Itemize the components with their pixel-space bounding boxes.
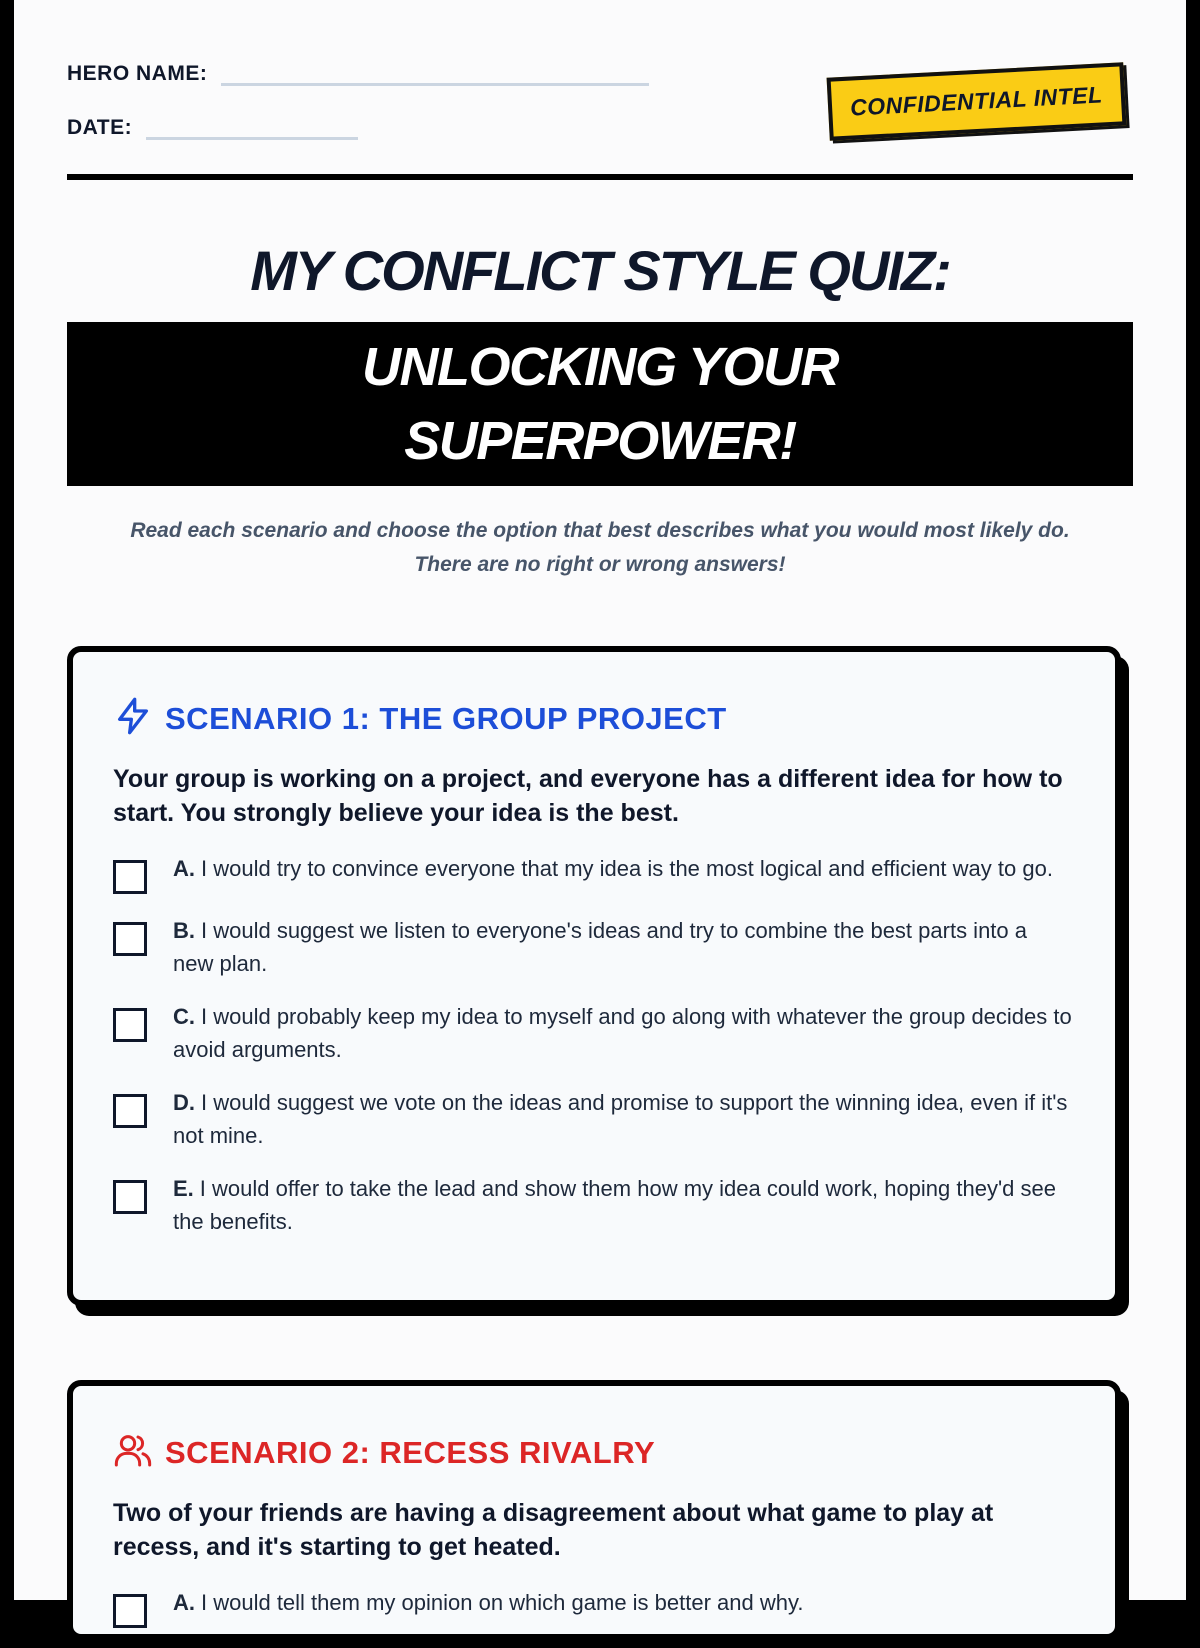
scenario-prompt: Your group is working on a project, and everyone has a different idea for how to start. You strongly believe your idea is the best.	[113, 765, 1063, 827]
option-letter: B.	[173, 918, 195, 943]
users-icon	[113, 1430, 153, 1475]
hero-name-field[interactable]	[67, 62, 649, 86]
option-letter: A.	[173, 1590, 195, 1615]
option-letter: C.	[173, 1004, 195, 1029]
scenario-card-2	[67, 1380, 1121, 1640]
date-label: DATE:	[67, 116, 133, 139]
checkbox[interactable]	[113, 1094, 147, 1128]
scenario-title: SCENARIO 2: RECESS RIVALRY	[165, 1434, 656, 1470]
scenario-prompt: Two of your friends are having a disagreement about what game to play at recess, and it's starting to get heated.	[113, 1499, 994, 1561]
lightning-icon	[113, 696, 153, 741]
option-text	[173, 1000, 1073, 1066]
instructions-line-1: Read each scenario and choose the option that best describes what you would most likely do.	[130, 519, 1070, 542]
date-field[interactable]	[67, 116, 358, 140]
option-body: I would probably keep my idea to myself and go along with whatever the group decides to avoid arguments.	[173, 1004, 1072, 1062]
option-text	[173, 1586, 803, 1619]
worksheet-page	[14, 0, 1186, 1615]
option-letter: D.	[173, 1090, 195, 1115]
date-line[interactable]	[146, 137, 358, 140]
scenario-card-1	[67, 646, 1121, 1306]
checkbox[interactable]	[113, 1180, 147, 1214]
option-body: I would offer to take the lead and show them how my idea could work, hoping they'd see the benefits.	[173, 1176, 1056, 1234]
title-banner	[67, 322, 1133, 486]
option-letter: E.	[173, 1176, 194, 1201]
header	[67, 58, 1133, 180]
options-list	[113, 852, 1073, 1258]
confidential-stamp: CONFIDENTIAL INTEL	[827, 62, 1127, 140]
banner-text: UNLOCKING YOUR SUPERPOWER!	[361, 337, 839, 471]
scenario-header	[113, 1430, 655, 1475]
option-body: I would tell them my opinion on which game is better and why.	[201, 1590, 804, 1615]
checkbox[interactable]	[113, 1008, 147, 1042]
option-c[interactable]	[113, 1000, 1073, 1066]
header-divider	[67, 174, 1133, 180]
option-text	[173, 1086, 1073, 1152]
scenario-title: SCENARIO 1: THE GROUP PROJECT	[165, 700, 727, 736]
hero-name-label: HERO NAME:	[67, 62, 208, 85]
option-text	[173, 852, 1053, 885]
option-e[interactable]	[113, 1172, 1073, 1238]
checkbox[interactable]	[113, 922, 147, 956]
option-d[interactable]	[113, 1086, 1073, 1152]
option-text	[173, 914, 1073, 980]
checkbox[interactable]	[113, 1594, 147, 1628]
option-body: I would try to convince everyone that my idea is the most logical and efficient way to go.	[201, 856, 1053, 881]
instructions-line-2: There are no right or wrong answers!	[414, 553, 786, 576]
scenario-header	[113, 696, 727, 741]
checkbox[interactable]	[113, 860, 147, 894]
option-a[interactable]	[113, 852, 1073, 894]
hero-name-line[interactable]	[221, 83, 649, 86]
options-list	[113, 1586, 1073, 1648]
option-body: I would suggest we listen to everyone's ideas and try to combine the best parts into a new plan.	[173, 918, 1027, 976]
option-text	[173, 1172, 1073, 1238]
option-letter: A.	[173, 856, 195, 881]
option-body: I would suggest we vote on the ideas and promise to support the winning idea, even if it's not mine.	[173, 1090, 1068, 1148]
page-title: MY CONFLICT STYLE QUIZ:	[250, 239, 950, 302]
instructions	[67, 514, 1133, 582]
option-b[interactable]	[113, 914, 1073, 980]
option-a[interactable]	[113, 1586, 1073, 1628]
